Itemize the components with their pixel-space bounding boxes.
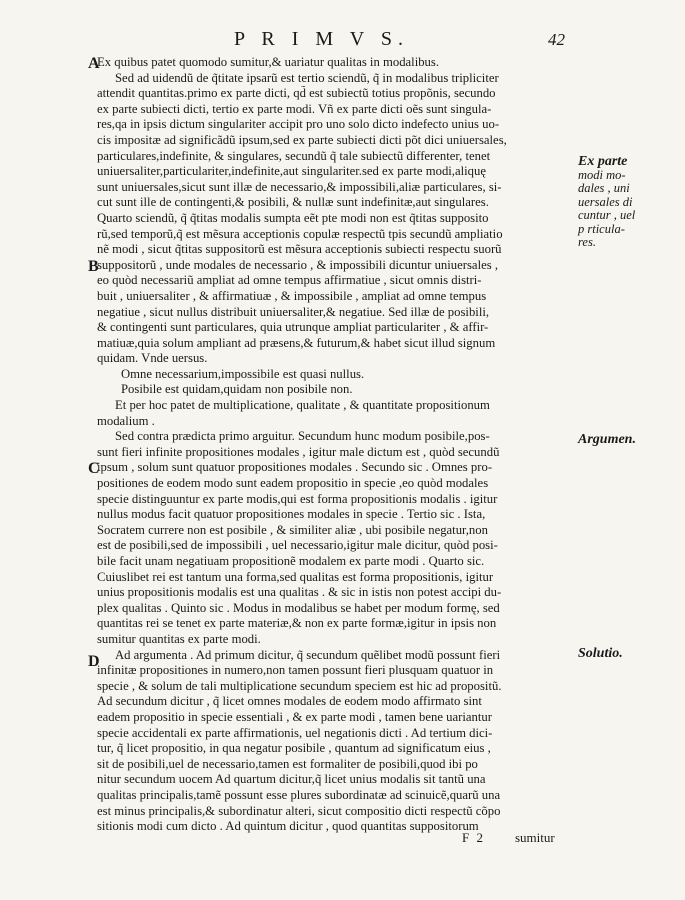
text-line: ipsum , solum sunt quatuor propositiones modales . Secundo sic . Omnes pro- — [97, 460, 493, 475]
text-line: eo quòd necessariũ ampliat ad omne tempus affirmatiue , sicut omnis distri- — [97, 273, 482, 288]
text-line: Socratem currere non est posibile , & similiter aliæ , ubi posibile negatur,non — [97, 522, 488, 537]
text-line: est minus principalis,& subordinatur alteri, sicut compositio dicti respectũ cõpo — [97, 803, 501, 818]
margin-note-line: Ex parte — [578, 154, 628, 169]
text-line: qualitas principalis,tamẽ possunt esse plures subordinatæ ad scinuicẽ,quarũ una — [97, 787, 501, 802]
margin-note-line: p rticula- — [578, 221, 625, 236]
text-line: est de posibili,sed de impossibili , uel necessario,igitur male dicitur, quòd posi- — [97, 538, 498, 553]
text-line: Ad secundum dicitur , q̃ licet omnes modales de eodem modo affirmato sint — [97, 694, 482, 709]
text-line: Quarto sciendũ, q̃ q̃titas modalis sumpta eẽt pte modi non est q̃titas supposito — [97, 210, 489, 225]
text-line: quantitas rei se tenet ex parte materiæ,& non ex parte formæ,igitur in ipsis non — [97, 616, 497, 631]
text-line: cut sunt ille de contingenti,& posibili, & nullæ sunt indefinitæ,aut singulares. — [97, 195, 489, 210]
text-line: uniuersaliter,particulariter,indefinite,aut singulariter.sed ex parte modi,aliquę — [97, 164, 486, 179]
text-line: buit , uniuersaliter , & affirmatiuæ , & impossibile , ampliat ad omne tempus — [97, 288, 487, 303]
text-line: specie , & solum de tali multiplicatione secundum speciem est hic ad propositũ. — [97, 678, 502, 693]
text-line: ex parte subiecti dicti, tertio ex parte modi. Vñ ex parte dicti oẽs sunt singula- — [97, 101, 492, 116]
text-line: Ex quibus patet quomodo sumitur,& uariatur qualitas in modalibus. — [97, 55, 440, 69]
text-line: & contingenti sunt particulares, quia utrunque ampliat particulariter , & affir- — [97, 320, 489, 335]
text-line: matiuæ,quia solum ampliant ad præsens,& futurum,& habet sicut illud signum — [97, 335, 496, 350]
text-line: negatiue , sicut nullus distribuit uniuersaliter,& negatiue. Sed illæ de posibili, — [97, 304, 490, 319]
text-line: sunt fieri infinite propositiones modales , igitur male dictum est , quòd secundũ — [97, 444, 500, 459]
text-line: cis impositæ ad significãdũ ipsum,sed ex parte subiecti dicti põt dici uniuersales, — [97, 132, 507, 147]
text-line: positiones de eodem modo sunt eadem propositio in specie ,eo quòd modales — [97, 476, 489, 491]
text-line: tur, q̃ licet propositio, in qua negatur posibile , quantum ad significatum eius , — [97, 741, 491, 756]
text-line: nẽ modi , sicut q̃titas suppositorũ est mẽsura acceptionis subiecti respectu suorũ — [97, 242, 502, 257]
verse-line: Posibile est quidam,quidam non posibile non. — [121, 382, 353, 397]
section-letter-d: D — [88, 653, 100, 670]
text-line: suppositorũ , unde modales de necessario , & impossibili dicuntur uniuersales , — [97, 257, 499, 272]
verse-line: Omne necessarium,impossibile est quasi nullus. — [121, 366, 365, 381]
section-letter-b: B — [88, 258, 99, 275]
text-line: sunt uniuersales,sicut sunt illæ de necessario,& impossibili,aliæ particulares, si- — [97, 179, 502, 194]
text-line: modalium . — [97, 413, 155, 428]
text-line: sumitur quantitas ex parte modi. — [97, 631, 261, 646]
text-line: infinitæ propositiones in numero,non tamen possunt fieri plusquam quatuor in — [97, 663, 494, 678]
catchword: sumitur — [515, 830, 555, 845]
section-letter-c: C — [88, 460, 100, 477]
text-line: unius propositionis modalis est una qualitas . & sic in istis non potest accipi du- — [97, 585, 502, 600]
text-line: Sed ad uidendũ de q̃titate ipsarũ est tertio sciendũ, q̃ in modalibus tripliciter — [115, 70, 499, 85]
text-line: rũ,sed temporũ,q̃ est mẽsura acceptionis copulæ respectũ tpis secundũ ampliatio — [97, 226, 503, 241]
text-line: Sed contra prædicta primo arguitur. Secundum hunc modum posibile,pos- — [115, 429, 490, 444]
text-line: eadem propositio in specie essentiali , & ex parte modi , tamen bene uariantur — [97, 709, 492, 724]
margin-note-line: res. — [578, 235, 596, 249]
margin-note-solutio: Solutio. — [578, 646, 623, 661]
body-text — [97, 55, 573, 835]
text-line: bile facit unam negatiuam propositionẽ modalem ex parte modi . Quarto sic. — [97, 554, 485, 568]
text-line: quidam. Vnde uersus. — [97, 351, 208, 366]
page-number: 42 — [548, 30, 565, 49]
margin-note-line: uersales di — [578, 194, 633, 209]
text-line: Cuiuslibet rei est tantum una forma,sed qualitas est forma propositionis, igitur — [97, 569, 494, 584]
text-line: Ad argumenta . Ad primum dicitur, q̃ secundum quẽlibet modũ possunt fieri — [115, 647, 501, 662]
text-line: specie accidentali ex parte affirmationis, uel negationis dicti . Ad tertium dici- — [97, 725, 493, 740]
text-line: res,qa in ipsis dictum singulariter accipit pro uno solo dicto indefecto unius uo- — [97, 117, 500, 132]
section-letter-a: A — [88, 55, 100, 72]
text-line: nullus modus facit quatuor propositiones modales in specie . Tertio sic . Ista, — [97, 507, 486, 522]
margin-note-argumen: Argumen. — [578, 432, 636, 447]
margin-note-line: dales , uni — [578, 181, 630, 195]
text-line: attendit quantitas.primo ex parte dicti, qd̃ est subiectũ totius propõnis, secundo — [97, 86, 496, 101]
margin-note-line: modi mo- — [578, 167, 626, 182]
signature-mark: F 2 — [462, 830, 485, 845]
text-line: plex qualitas . Quinto sic . Modus in modalibus se habet per modum formę, sed — [97, 600, 500, 615]
text-line: specie distinguuntur ex parte modis,qui est forma propositionis modalis . igitur — [97, 491, 498, 506]
text-line: sit de posibili,uel de necessario,tamen est formaliter de posibili,quod ibi po — [97, 756, 478, 771]
text-line: nitur secundum uocem Ad quartum dicitur,q̃ licet unius modalis sit tantũ una — [97, 772, 486, 787]
margin-note-line: cuntur , uel — [578, 208, 636, 222]
running-title: P R I M V S. — [234, 28, 410, 50]
text-line: particulares,indefinite, & singulares, secundũ q̃ tale subiectũ differenter, tenet — [97, 148, 491, 163]
margin-note-ex-parte — [578, 155, 683, 250]
text-line: Et per hoc patet de multiplicatione, qualitate , & quantitate propositionum — [115, 398, 490, 413]
text-line: sitionis modi cum dicto . Ad quintum dicitur , quod quantitas suppositorum — [97, 819, 479, 834]
